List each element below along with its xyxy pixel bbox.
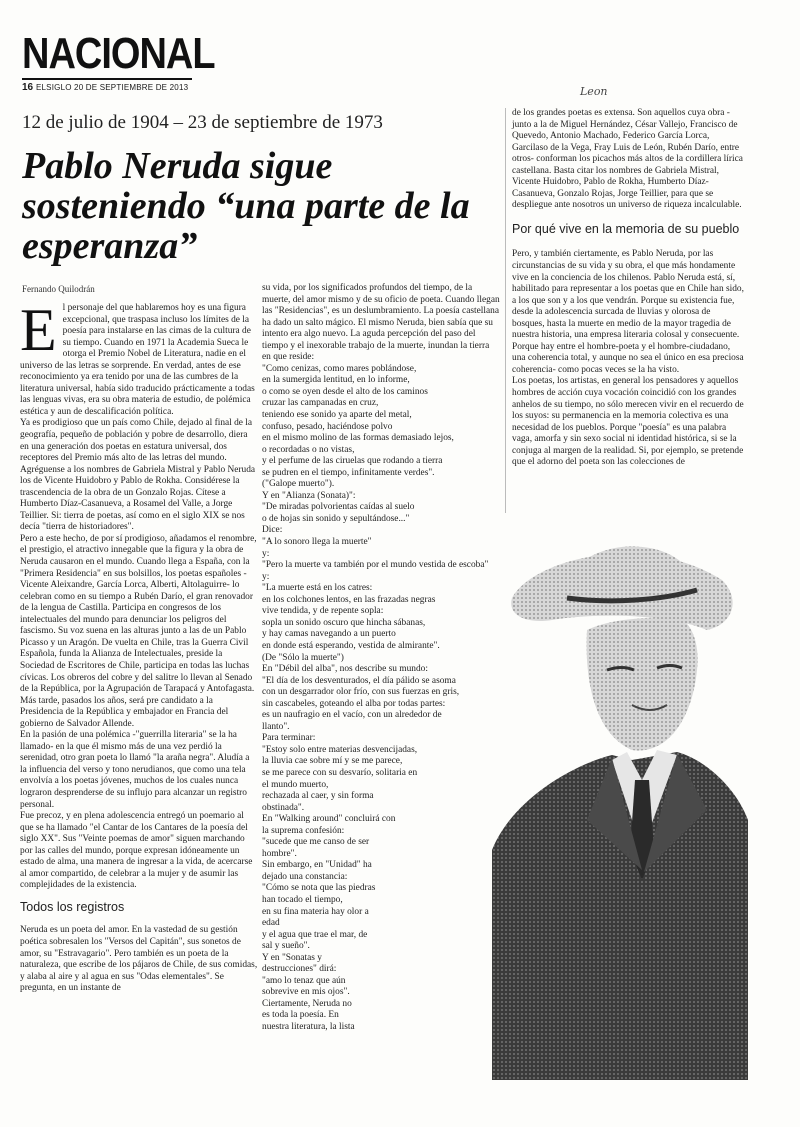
- subhead-todos-los-registros: Todos los registros: [20, 899, 125, 914]
- column-3-text: de los grandes poetas es extensa. Son aquellos cuya obra -junto a la de Miguel Hernández, César Vallejo, Francisco de Quevedo, Antonio Machado, Federico García Lorca, Garcilaso de la Vega, Fray Luis de León, Rubén Darío, entre otros- conforman los picachos más altos de la cordillera lírica castellana. Basta citar los nombres de Gabriela Mistral, Vicente Huidobro, Pablo de Rokha, Humberto Díaz-Casanueva, Gonzalo Rojas, Jorge Teillier, para que se despliegue ante nosotros un universo de riqueza incalculable.: [512, 108, 743, 211]
- article-column-2: [262, 283, 500, 1034]
- column-divider: [505, 108, 506, 513]
- folio-date: ELSIGLO 20 DE SEPTIEMBRE DE 2013: [36, 83, 189, 92]
- article-column-3: [512, 108, 744, 469]
- column-1-text: l personaje del que hablaremos hoy es una figura excepcional, que traspasa incluso los límites de la poesía para instalarse en las cimas de la cultura de su tiempo. Cuando en 1971 la Academia Sueca le otorga el Premio Nobel de Literatura, nadie en el universo de las letras se sorprende. En verdad, antes de ese reconocimiento ya era tenido por una de las cumbres de la literatura universal, había sido traducido prácticamente a todas las lenguas vivas, era su obra materia de estudio, de polémica estética y aun de descalificación política. Ya es prodigioso que un país como Chile, dejado al final de la geografía, pequeño de población y pobre de desarrollo, diera en una generación dos poetas en estatura universal, dos receptores del Premio más alto de las letras del mundo. Agréguense a los nombres de Gabriela Mistral y Pablo Neruda los de Vicente Huidobro y Pablo de Rokha. Considérese la trascendencia de la obra de un Gonzalo Rojas. Cítese a Humberto Díaz-Casanueva, a Rosamel del Valle, a Jorge Teillier. Si: tierra de poetas, así como en el siglo XIX se nos decía "tierra de historiadores". Pero a este hecho, de por sí prodigioso, añadamos el renombre, el prestigio, el atractivo innegable que la figura y la obra de Neruda causaron en el mundo. Cuando llega a España, con la "Primera Residencia" en sus bolsillos, los poetas españoles -Vicente Aleixandre, García Lorca, Alberti, Altolaguirre- lo celebran como en su tiempo a Rubén Darío, el gran renovador de la lengua de Castilla. Participa en congresos de los intelectuales del mundo para denunciar los peligros del fascismo. Su voz suena en las alturas junto a las de un Pablo Picasso y un Aragón. De vuelta en Chile, tras la Guerra Civil Española, funda la Alianza de Intelectuales, preside la Sociedad de Escritores de Chile, participa en todas las luchas cívicas. Los obreros del cobre y del salitre lo llevan al Senado de la República, por la Agrupación de Tarapacá y Antofagasta. Más tarde, pasados los años, será pre candidato a la Presidencia de la República y embajador en Francia del gobierno de Salvador Allende. En la pasión de una polémica -"guerrilla literaria" se la ha llamado- en la que él mismo más de una vez perdió la serenidad, otro gran poeta lo llamó "la araña negra". Aludía a la influencia del verso y tono nerudianos, que como una tela envolvía a los poetas jóvenes, muchos de los cuales nunca lograron desprenderse de su influjo para alcanzar un registro personal. Fue precoz, y en plena adolescencia entregó un poemario al que se ha llamado "el Cantar de los Cantares de la poesía del siglo XX". Sus "Veinte poemas de amor" siguen marchando por las calles del mundo, porque expresan idóneamente un estado de alma, una manera de ingresar a la vida, de acercarse al amor compartido, de celebrar a la mujer y de asumir las complejidades de la existencia.: [20, 303, 257, 891]
- subhead-memoria: Por qué vive en la memoria de su pueblo: [512, 221, 740, 236]
- life-dates: 12 de julio de 1904 – 23 de septiembre de 1973: [22, 112, 383, 133]
- neruda-portrait-photo: [492, 520, 748, 1080]
- page-number: 16: [22, 82, 34, 93]
- article-column-1: [20, 297, 258, 995]
- byline: Fernando Quilodrán: [22, 284, 95, 294]
- signature-mark: Leon: [580, 85, 608, 98]
- column-1-text-continued: Neruda es un poeta del amor. En la vastedad de su gestión poética sobresalen los "Versos del Capitán", sus sonetos de amor, su "Estravagario". Pero también es un poeta de la naturaleza, que escribe de los pájaros de Chile, de sus comidas, y alaba al aire y al agua en sus "Odas elementales". Se pregunta, en un instante de: [20, 925, 258, 994]
- column-3-text-continued: Pero, y también ciertamente, es Pablo Neruda, por las circunstancias de su vida y su obra, el que más hondamente vive en la conciencia de los chilenos. Pablo Neruda está, sí, habilitado para representar a los poetas que en Chile han sido, a los que son y a los que vendrán. Porque su existencia fue, desde la adolescencia surcada de lluvias y olorosa de bosques, hasta la muerte en medio de la mayor tragedia de nuestra historia, una empresa literaria colosal y consecuente. Porque hay entre el hombre-poeta y el hombre-ciudadano, una coherencia total, y aunque no sea el único en esa preciosa coherencia- como pocas veces se la ha visto. Los poetas, los artistas, en general los pensadores y aquellos hombres de acción cuya vocación coincidió con los grandes anhelos de su tiempo, no sólo merecen vivir en el recuerdo de los suyos: su permanencia en la memoria colectiva es una necesidad de los pueblos. Porque "poesía" es una palabra vaga, amorfa y sin sexo social ni identidad histórica, si se la conjuga al margen de la realidad. Si, por ejemplo, se pretende que el adorno del poeta son las colecciones de: [512, 249, 744, 468]
- column-2-text: su vida, por los significados profundos del tiempo, de la muerte, del amor mismo y de su oficio de poeta. Cuando llegan las "Residencias", es un deslumbramiento. La poesía castellana ha dado un salto mágico. El mismo Neruda, bien sabía que su intento era algo nuevo. La aguda percepción del paso del tiempo y el inexorable trabajo de la muerte, inundan la tierra en que reside: "Como cenizas, como mares poblándose, en la sumergida lentitud, en lo informe, o como se oyen desde el alto de los caminos cruzar las campanadas en cruz, teniendo ese sonido ya aparte del metal, confuso, pesado, haciéndose polvo en el mismo molino de las formas demasiado lejos, o recordadas o no vistas, y el perfume de las ciruelas que rodando a tierra se pudren en el tiempo, infinitamente verdes". ("Galope muerto"). Y en "Alianza (Sonata)": "De miradas polvorientas caídas al suelo o de hojas sin sonido y sepultándose..." Dice: "A lo sonoro llega la muerte" y: "Pero la muerte va también por el mundo vestida de escoba" y: "La muerte está en los catres: en los colchones lentos, en las frazadas negras vive tendida, y de repente sopla: sopla un sonido oscuro que hincha sábanas, y hay camas navegando a un puerto en donde está esperando, vestida de almirante". (De "Sólo la muerte") En "Débil del alba", nos describe su mundo: "El día de los desventurados, el día pálido se asoma con un desgarrador olor frío, con sus fuerzas en gris, sin cascabeles, goteando el alba por todas partes: es un naufragio en el vacío, con un alrededor de llanto". Para terminar: "Estoy solo entre materias desvencijadas, la lluvia cae sobre mí y se me parece, se me parece con su desvarío, solitaria en el mundo muerto, rechazada al caer, y sin forma obstinada". En "Walking around" concluirá con la suprema confesión: "sucede que me canso de ser hombre". Sin embargo, en "Unidad" ha dejado una constancia: "Cómo se nota que las piedras han tocado el tiempo, en su fina materia hay olor a edad y el agua que trae el mar, de sal y sueño". Y en "Sonatas y destrucciones" dirá: "amo lo tenaz que aún sobrevive en mis ojos". Ciertamente, Neruda no es toda la poesía. En nuestra literatura, la lista: [262, 283, 500, 1032]
- section-title: NACIONAL: [22, 30, 215, 79]
- dropcap: E: [20, 297, 57, 363]
- folio-bar: [22, 78, 192, 94]
- headline: Pablo Neruda sigue sosteniendo “una parte de la esperanza”: [22, 145, 470, 267]
